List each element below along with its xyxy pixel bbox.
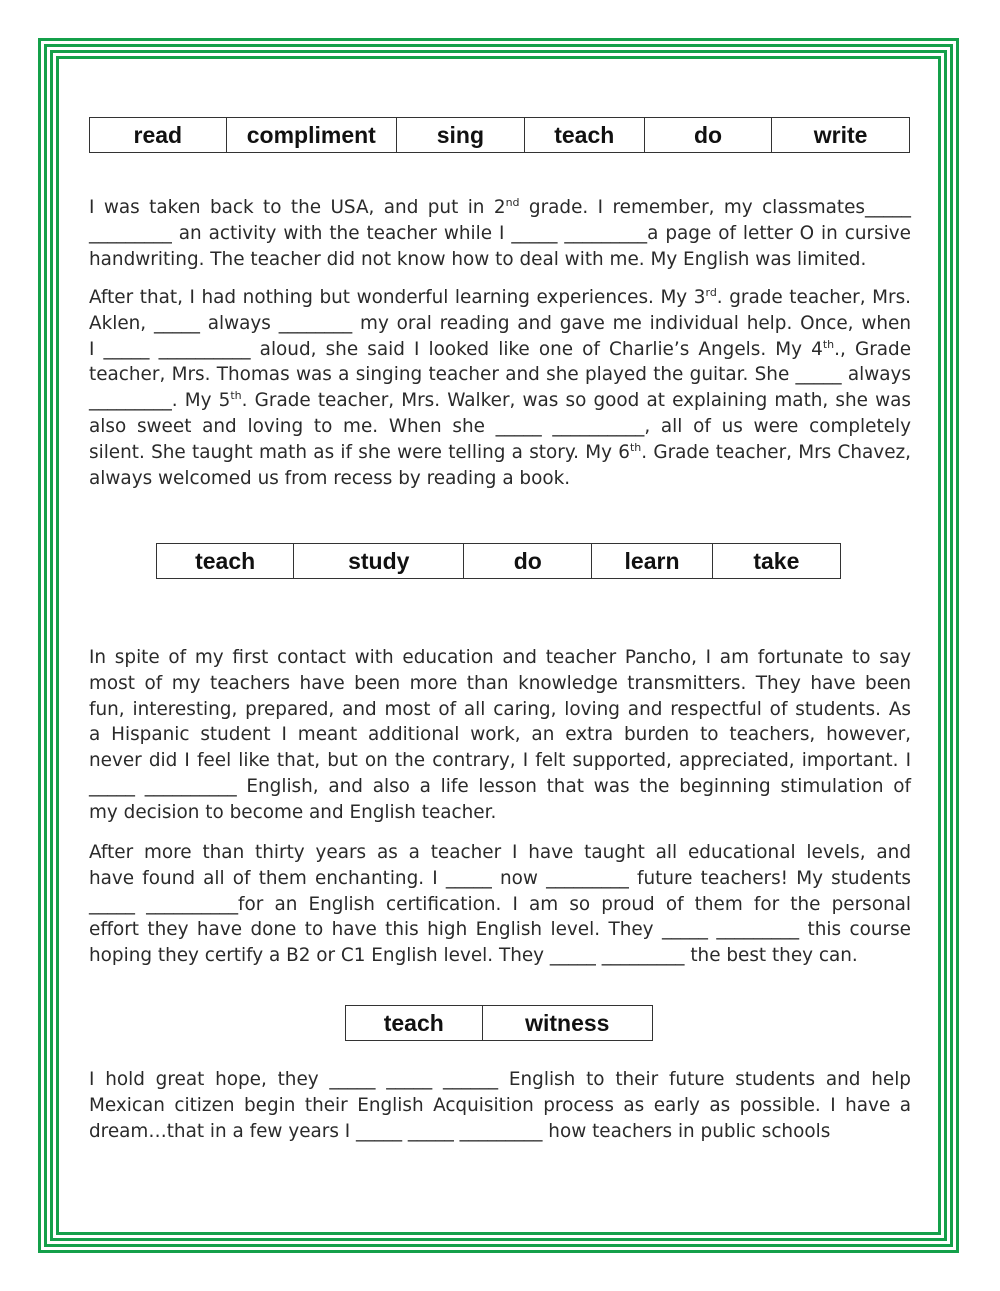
- word-bank-cell: do: [464, 544, 592, 579]
- paragraph-4: After more than thirty years as a teacher I have taught all educational levels, and have found all of them enchanting. I _____ now _________ future teachers! My students _____ __________for an English certification. I am so proud of them for the personal effort they have done to have this high English level. They _____ _________ this course hoping they certify a B2 or C1 English level. They _____ _________ the best they can.: [89, 842, 911, 967]
- word-bank-cell: study: [294, 544, 464, 579]
- paragraph-5: I hold great hope, they _____ _____ ______ English to their future students and help Mexican citizen begin their English Acquisition process as early as possible. I have a dream…that in a few years I _____ _____ _________ how teachers in public schools: [89, 1069, 911, 1142]
- word-bank-cell: learn: [592, 544, 712, 579]
- paragraph-3: In spite of my first contact with education and teacher Pancho, I am fortunate to say most of my teachers have been more than knowledge transmitters. They have been fun, interesting, prepared, and most of all caring, loving and respectful of students. As a Hispanic student I meant additional work, an extra burden to teachers, however, never did I feel like that, but on the contrary, I felt supported, appreciated, important. I _____ __________ English, and also a life lesson that was the beginning stimulation of my decision to become and English teacher.: [89, 647, 911, 823]
- word-bank-cell: read: [90, 118, 227, 153]
- word-bank-1: [89, 117, 910, 153]
- word-bank-cell: witness: [482, 1006, 652, 1041]
- word-bank-cell: write: [772, 118, 910, 153]
- word-bank-cell: take: [712, 544, 840, 579]
- word-bank-cell: teach: [524, 118, 644, 153]
- word-bank-cell: sing: [396, 118, 524, 153]
- word-bank-3: [345, 1005, 653, 1041]
- word-bank-cell: do: [644, 118, 771, 153]
- paragraph-1: I was taken back to the USA, and put in 2nd grade. I remember, my classmates_____ _________ an activity with the teacher while I _____ _________a page of letter O in cursive handwriting. The teacher did not know how to deal with me. My English was limited.: [89, 195, 911, 270]
- paragraph-2: After that, I had nothing but wonderful learning experiences. My 3rd. grade teacher, Mrs. Aklen, _____ always ________ my oral reading and gave me individual help. Once, when I _____ __________ aloud, she said I looked like one of Charlie’s Angels. My 4th., Grade teacher, Mrs. Thomas was a singing teacher and she played the guitar. She _____ always _________. My 5th. Grade teacher, Mrs. Walker, was so good at explaining math, she was also sweet and loving to me. When she _____ __________, all of us were completely silent. She taught math as if she were telling a story. My 6th. Grade teacher, Mrs Chavez, always welcomed us from recess by reading a book.: [89, 285, 912, 489]
- word-bank-cell: compliment: [226, 118, 396, 153]
- word-bank-2: [156, 543, 841, 579]
- word-bank-cell: teach: [346, 1006, 483, 1041]
- word-bank-cell: teach: [157, 544, 294, 579]
